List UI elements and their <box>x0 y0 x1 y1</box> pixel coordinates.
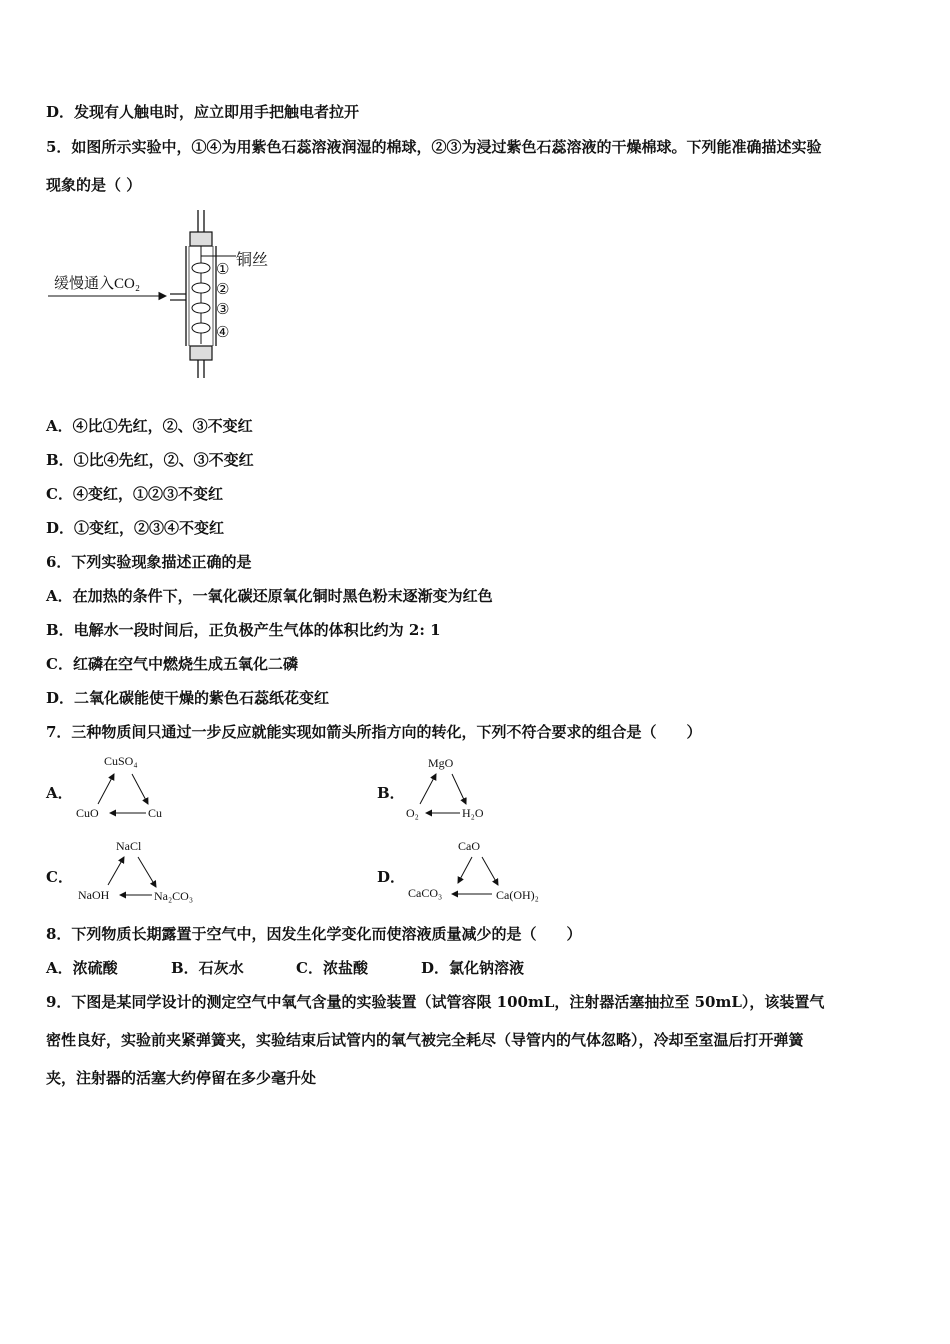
q9-stem-line1: 9．下图是某同学设计的测定空气中氧气含量的实验装置（试管容限 100mL，注射器活塞抽拉至 50mL），该装置气 <box>46 993 825 1011</box>
q7c-right: Na₂CO₃ <box>154 889 194 903</box>
q7-option-c-label: C． <box>46 868 73 886</box>
q6-option-b: B．电解水一段时间后，正负极产生气体的体积比约为 2: 1 <box>46 621 441 639</box>
co2-inlet-label: 缓慢通入CO₂ <box>54 276 141 292</box>
q8-option-b: B．石灰水 <box>171 959 244 977</box>
q5-option-d: D．①变红，②③④不变红 <box>46 519 225 537</box>
q7-option-c-diagram <box>74 835 204 907</box>
q6-stem: 6．下列实验现象描述正确的是 <box>46 553 252 571</box>
q8-option-c: C．浓盐酸 <box>296 959 368 977</box>
q7-option-a-label: A． <box>46 784 73 802</box>
q7-option-d-label: D． <box>377 868 406 886</box>
ball-label-1: ① <box>216 262 230 278</box>
q7a-right: Cu <box>148 806 163 820</box>
q5-option-c: C．④变红，①②③不变红 <box>46 485 223 503</box>
q7-option-d-diagram <box>406 835 556 907</box>
q7a-top: CuSO₄ <box>104 754 138 768</box>
q9-stem-line3: 夹，注射器的活塞大约停留在多少毫升处 <box>46 1069 317 1087</box>
q7b-left: O₂ <box>406 806 419 820</box>
q7c-left: NaOH <box>78 888 110 902</box>
q6-option-a: A．在加热的条件下，一氧化碳还原氧化铜时黑色粉末逐渐变为红色 <box>46 587 493 605</box>
q9-stem-line2: 密性良好，实验前夹紧弹簧夹，实验结束后试管内的氧气被完全耗尽（导管内的气体忽略），冷却至室温后打开弹簧 <box>46 1031 804 1049</box>
q6-option-d: D．二氧化碳能使干燥的紫色石蕊纸花变红 <box>46 689 330 707</box>
q7-option-b-diagram <box>400 752 510 824</box>
q7c-top: NaCl <box>116 839 142 853</box>
q8-stem: 8．下列物质长期露置于空气中，因发生化学变化而使溶液质量减少的是（ ） <box>46 925 582 943</box>
q5-option-a: A．④比①先红，②、③不变红 <box>46 417 253 435</box>
q7a-left: CuO <box>76 806 99 820</box>
q5-stem-line2: 现象的是（ ） <box>46 176 142 194</box>
q5-stem-line1: 5．如图所示实验中，①④为用紫色石蕊溶液润湿的棉球，②③为浸过紫色石蕊溶液的干燥棉球。下列能准确描述实验 <box>46 138 822 156</box>
q4-option-d: D．发现有人触电时，应立即用手把触电者拉开 <box>46 103 360 121</box>
q7b-right: H₂O <box>462 806 484 820</box>
ball-label-2: ② <box>216 282 230 298</box>
q6-option-c: C．红磷在空气中燃烧生成五氧化二磷 <box>46 655 298 673</box>
q7-stem: 7．三种物质间只通过一步反应就能实现如箭头所指方向的转化，下列不符合要求的组合是（ ） <box>46 723 702 741</box>
ball-label-3: ③ <box>216 302 230 318</box>
q8-options <box>46 958 524 978</box>
q8-option-d: D．氯化钠溶液 <box>421 959 525 977</box>
q7-option-a-diagram <box>70 752 180 824</box>
q7b-top: MgO <box>428 756 454 770</box>
q7d-right: Ca(OH)₂ <box>496 888 539 902</box>
q7d-left: CaCO₃ <box>408 886 443 900</box>
q7-option-b-label: B． <box>377 784 405 802</box>
q5-option-b: B．①比④先红，②、③不变红 <box>46 451 254 469</box>
copper-wire-label: 铜丝 <box>236 252 269 269</box>
q5-apparatus-figure <box>46 210 286 380</box>
q7d-top: CaO <box>458 839 480 853</box>
q8-option-a: A．浓硫酸 <box>46 959 118 977</box>
ball-label-4: ④ <box>216 325 230 341</box>
